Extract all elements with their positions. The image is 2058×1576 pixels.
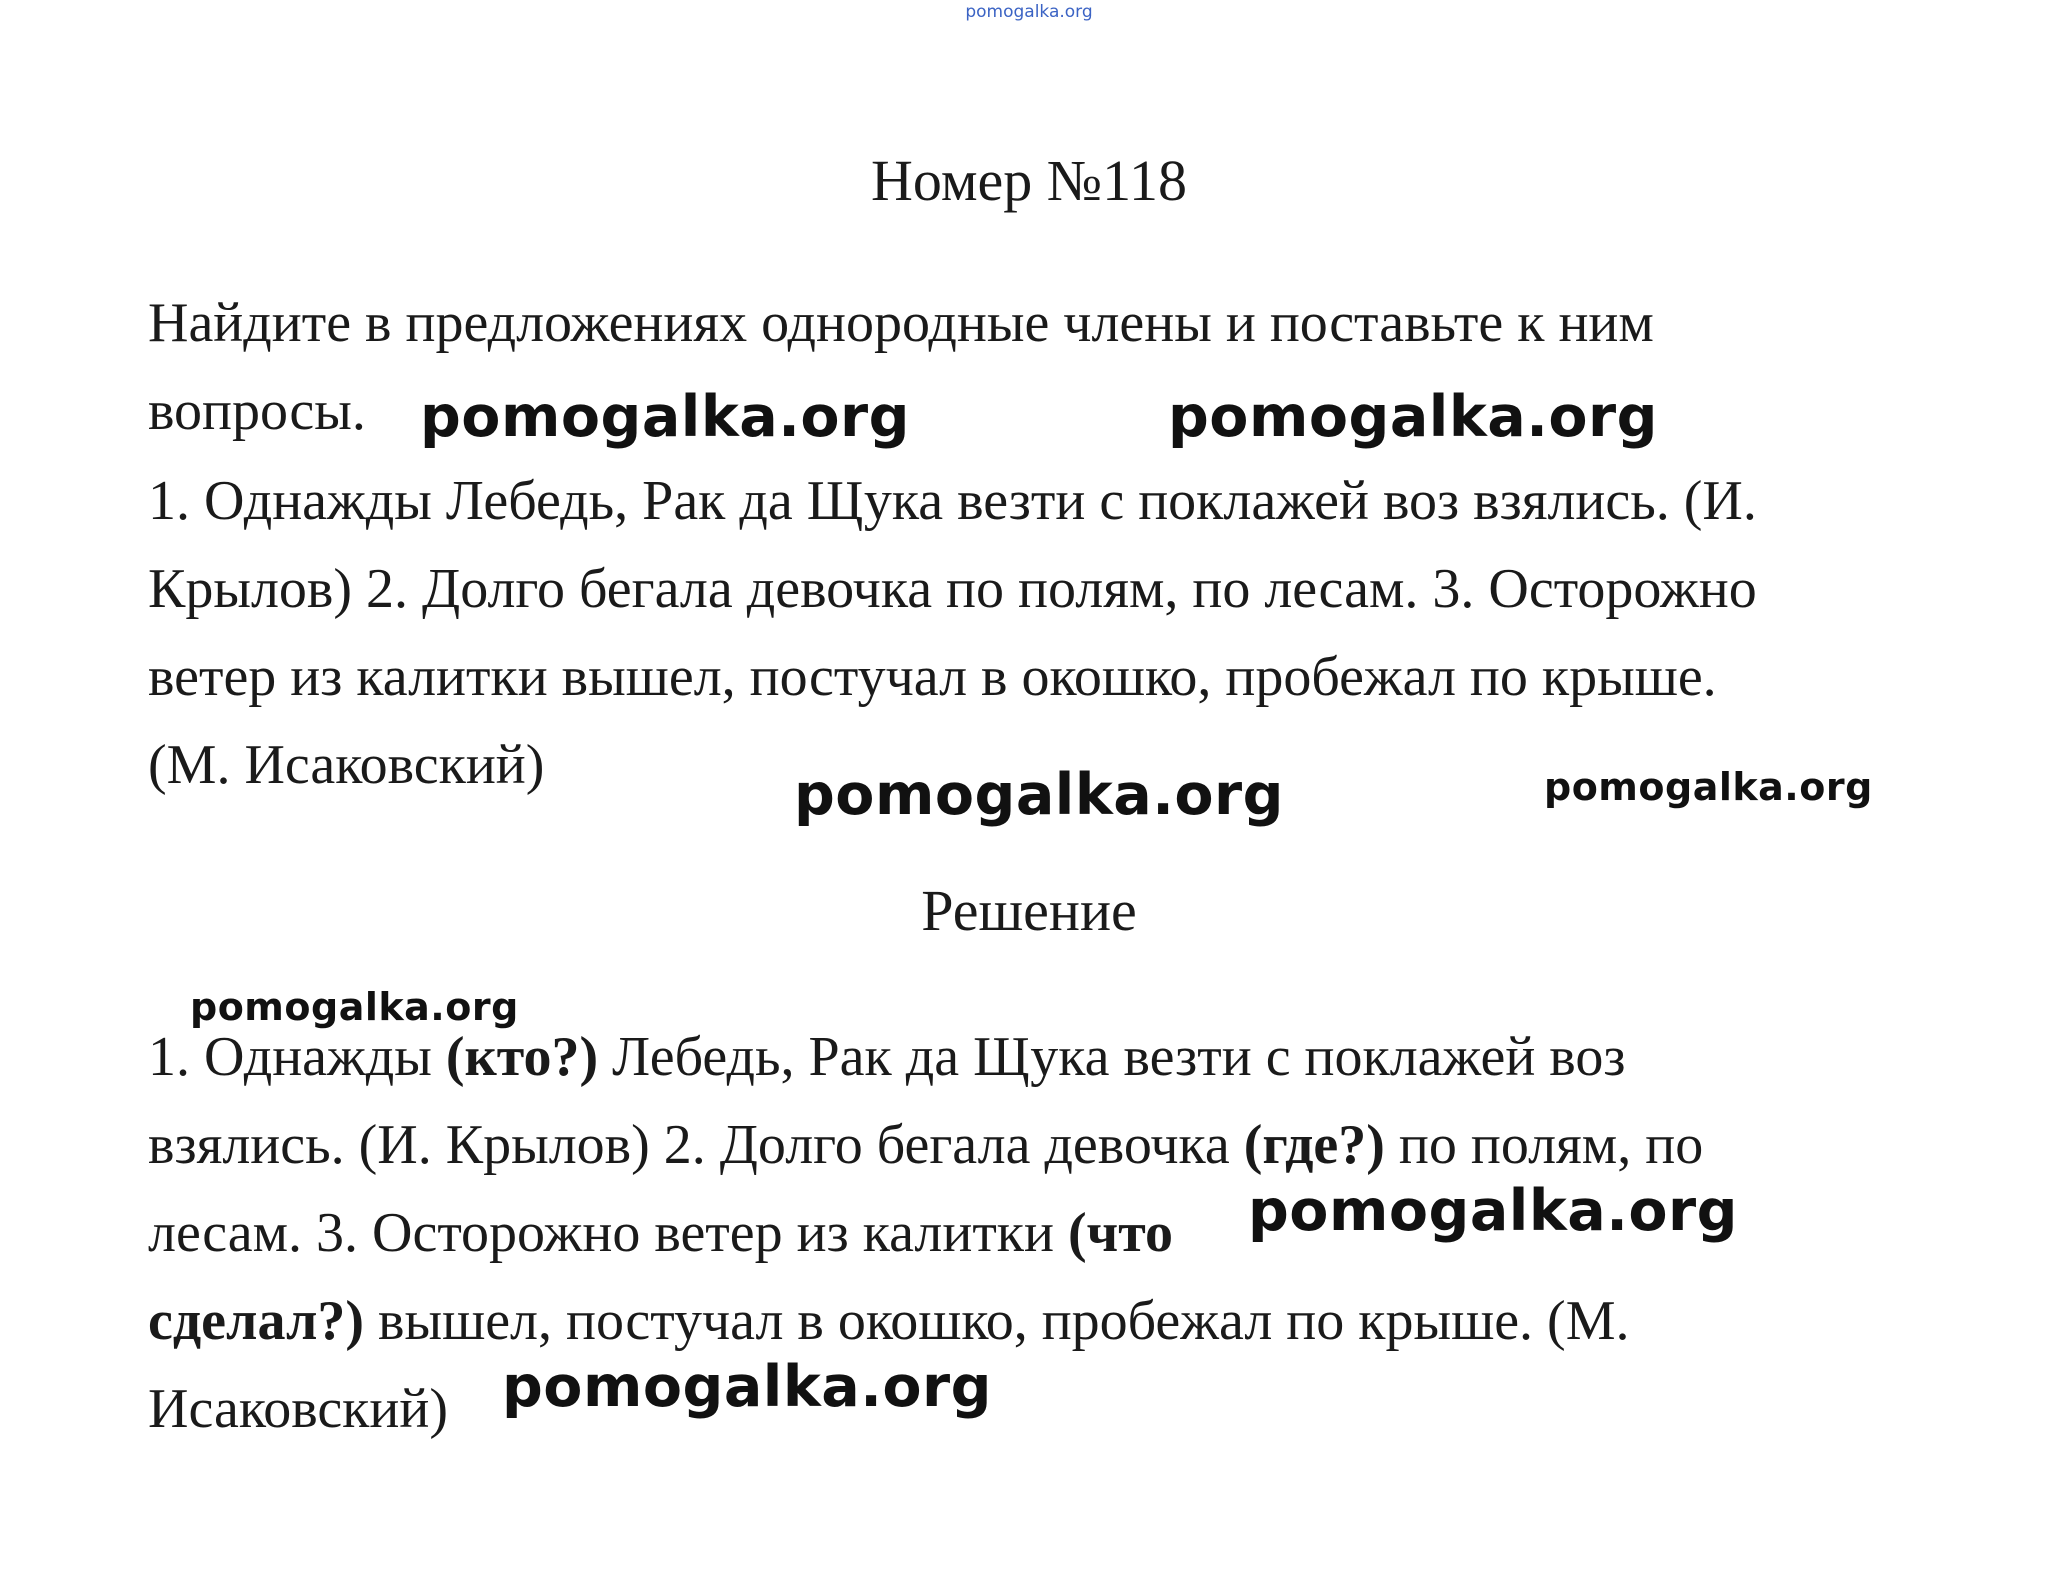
question-marker: сделал?) — [148, 1290, 365, 1352]
watermark: pomogalka.org — [794, 762, 1284, 828]
solution-text: лесам. 3. Осторожно ветер из калитки — [148, 1202, 1068, 1264]
watermark: pomogalka.org — [1248, 1178, 1738, 1244]
solution-text: 1. Однажды — [148, 1026, 446, 1088]
solution-text: вышел, постучал в окошко, пробежал по крыше. (М. — [364, 1290, 1630, 1352]
solution-line-2 — [148, 1110, 1703, 1180]
solution-text: взялись. (И. Крылов) 2. Долго бегала девочка — [148, 1114, 1244, 1176]
watermark: pomogalka.org — [1544, 765, 1873, 809]
watermark: pomogalka.org — [420, 384, 910, 450]
header-watermark: pomogalka.org — [965, 2, 1093, 22]
watermark: pomogalka.org — [190, 985, 519, 1029]
question-marker: (что — [1067, 1202, 1173, 1264]
solution-line-1 — [148, 1022, 1625, 1092]
task-line-6: (М. Исаковский) — [148, 734, 545, 796]
page-title: Номер №118 — [871, 148, 1187, 213]
solution-text: по полям, по — [1384, 1114, 1704, 1176]
solution-text: Исаковский) — [148, 1378, 448, 1440]
task-line-2: вопросы. — [148, 380, 366, 442]
solution-title: Решение — [921, 878, 1137, 943]
task-line-3: 1. Однажды Лебедь, Рак да Щука везти с поклажей воз взялись. (И. — [148, 470, 1757, 532]
watermark: pomogalka.org — [1168, 384, 1658, 450]
solution-line-4 — [148, 1286, 1629, 1356]
question-marker: (кто?) — [445, 1026, 599, 1088]
solution-text: Лебедь, Рак да Щука везти с поклажей воз — [598, 1026, 1626, 1088]
task-line-4: Крылов) 2. Долго бегала девочка по полям, по лесам. 3. Осторожно — [148, 558, 1757, 620]
task-line-1: Найдите в предложениях однородные члены и поставьте к ним — [148, 292, 1654, 354]
solution-line-5 — [148, 1374, 448, 1444]
watermark: pomogalka.org — [502, 1354, 992, 1420]
task-line-5: ветер из калитки вышел, постучал в окошко, пробежал по крыше. — [148, 646, 1717, 708]
solution-line-3 — [148, 1198, 1173, 1268]
question-marker: (где?) — [1243, 1114, 1385, 1176]
